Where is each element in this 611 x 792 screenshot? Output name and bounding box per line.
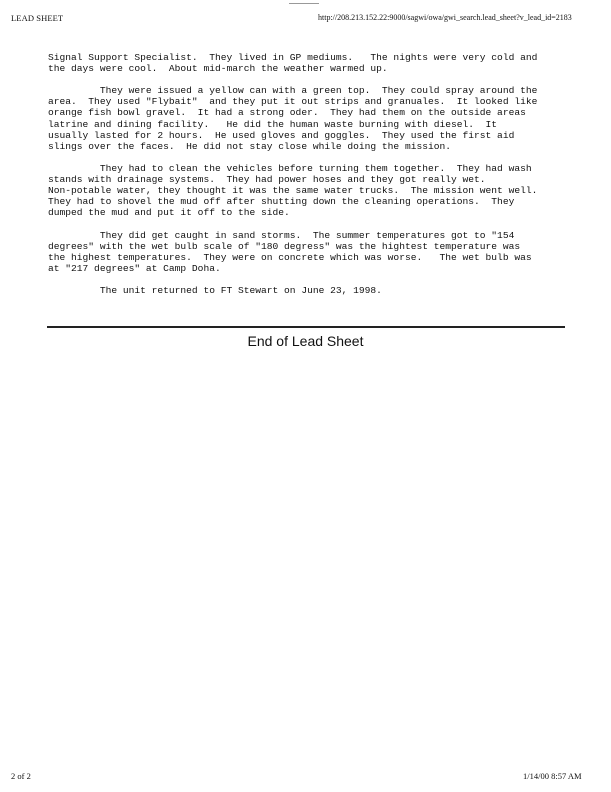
paragraph-2: They were issued a yellow can with a green top. They could spray around the area. They used "Flybait" and they put it out strips and granuales. It looked like orange fish bowl gravel. It had a strong oder. They had them on the outside areas latrine and dining facility. He did the human waste burning with diesel. It usually lasted for 2 hours. He used gloves and goggles. They used the first aid slings over the faces. He did not stay close while doing the mission. [48, 85, 538, 152]
end-of-lead-sheet-heading: End of Lead Sheet [247, 333, 364, 349]
paragraph-3: They had to clean the vehicles before turning them together. They had wash stands with drainage systems. They had power hoses and they got really wet. Non-potable water, they thought it was the same water trucks. The mission went well. They had to shovel the mud off after shutting down the cleaning operations. They dumped the mud and put it off to the side. [48, 162, 538, 219]
paragraph-4: They did get caught in sand storms. The summer temperatures got to "154 degrees" with the wet bulb scale of "180 degress" was the hightest temperature was the highest temperatures. They were on concrete which was worse. The wet bulb was at "217 degrees" at Camp Doha. [48, 229, 532, 274]
print-timestamp: 1/14/00 8:57 AM [523, 771, 582, 781]
paragraph-5: The unit returned to FT Stewart on June 23, 1998. [48, 284, 382, 296]
page-number: 2 of 2 [11, 771, 31, 781]
section-divider [47, 326, 565, 328]
top-edge-mark [289, 3, 319, 4]
page-header-title: LEAD SHEET [11, 13, 64, 23]
document-body [48, 52, 568, 307]
page-header-url: http://208.213.152.22:9000/sagwi/owa/gwi_search.lead_sheet?v_lead_id=2183 [318, 13, 572, 22]
paragraph-1: Signal Support Specialist. They lived in GP mediums. The nights were very cold and the days were cool. About mid-march the weather warmed up. [48, 52, 538, 75]
